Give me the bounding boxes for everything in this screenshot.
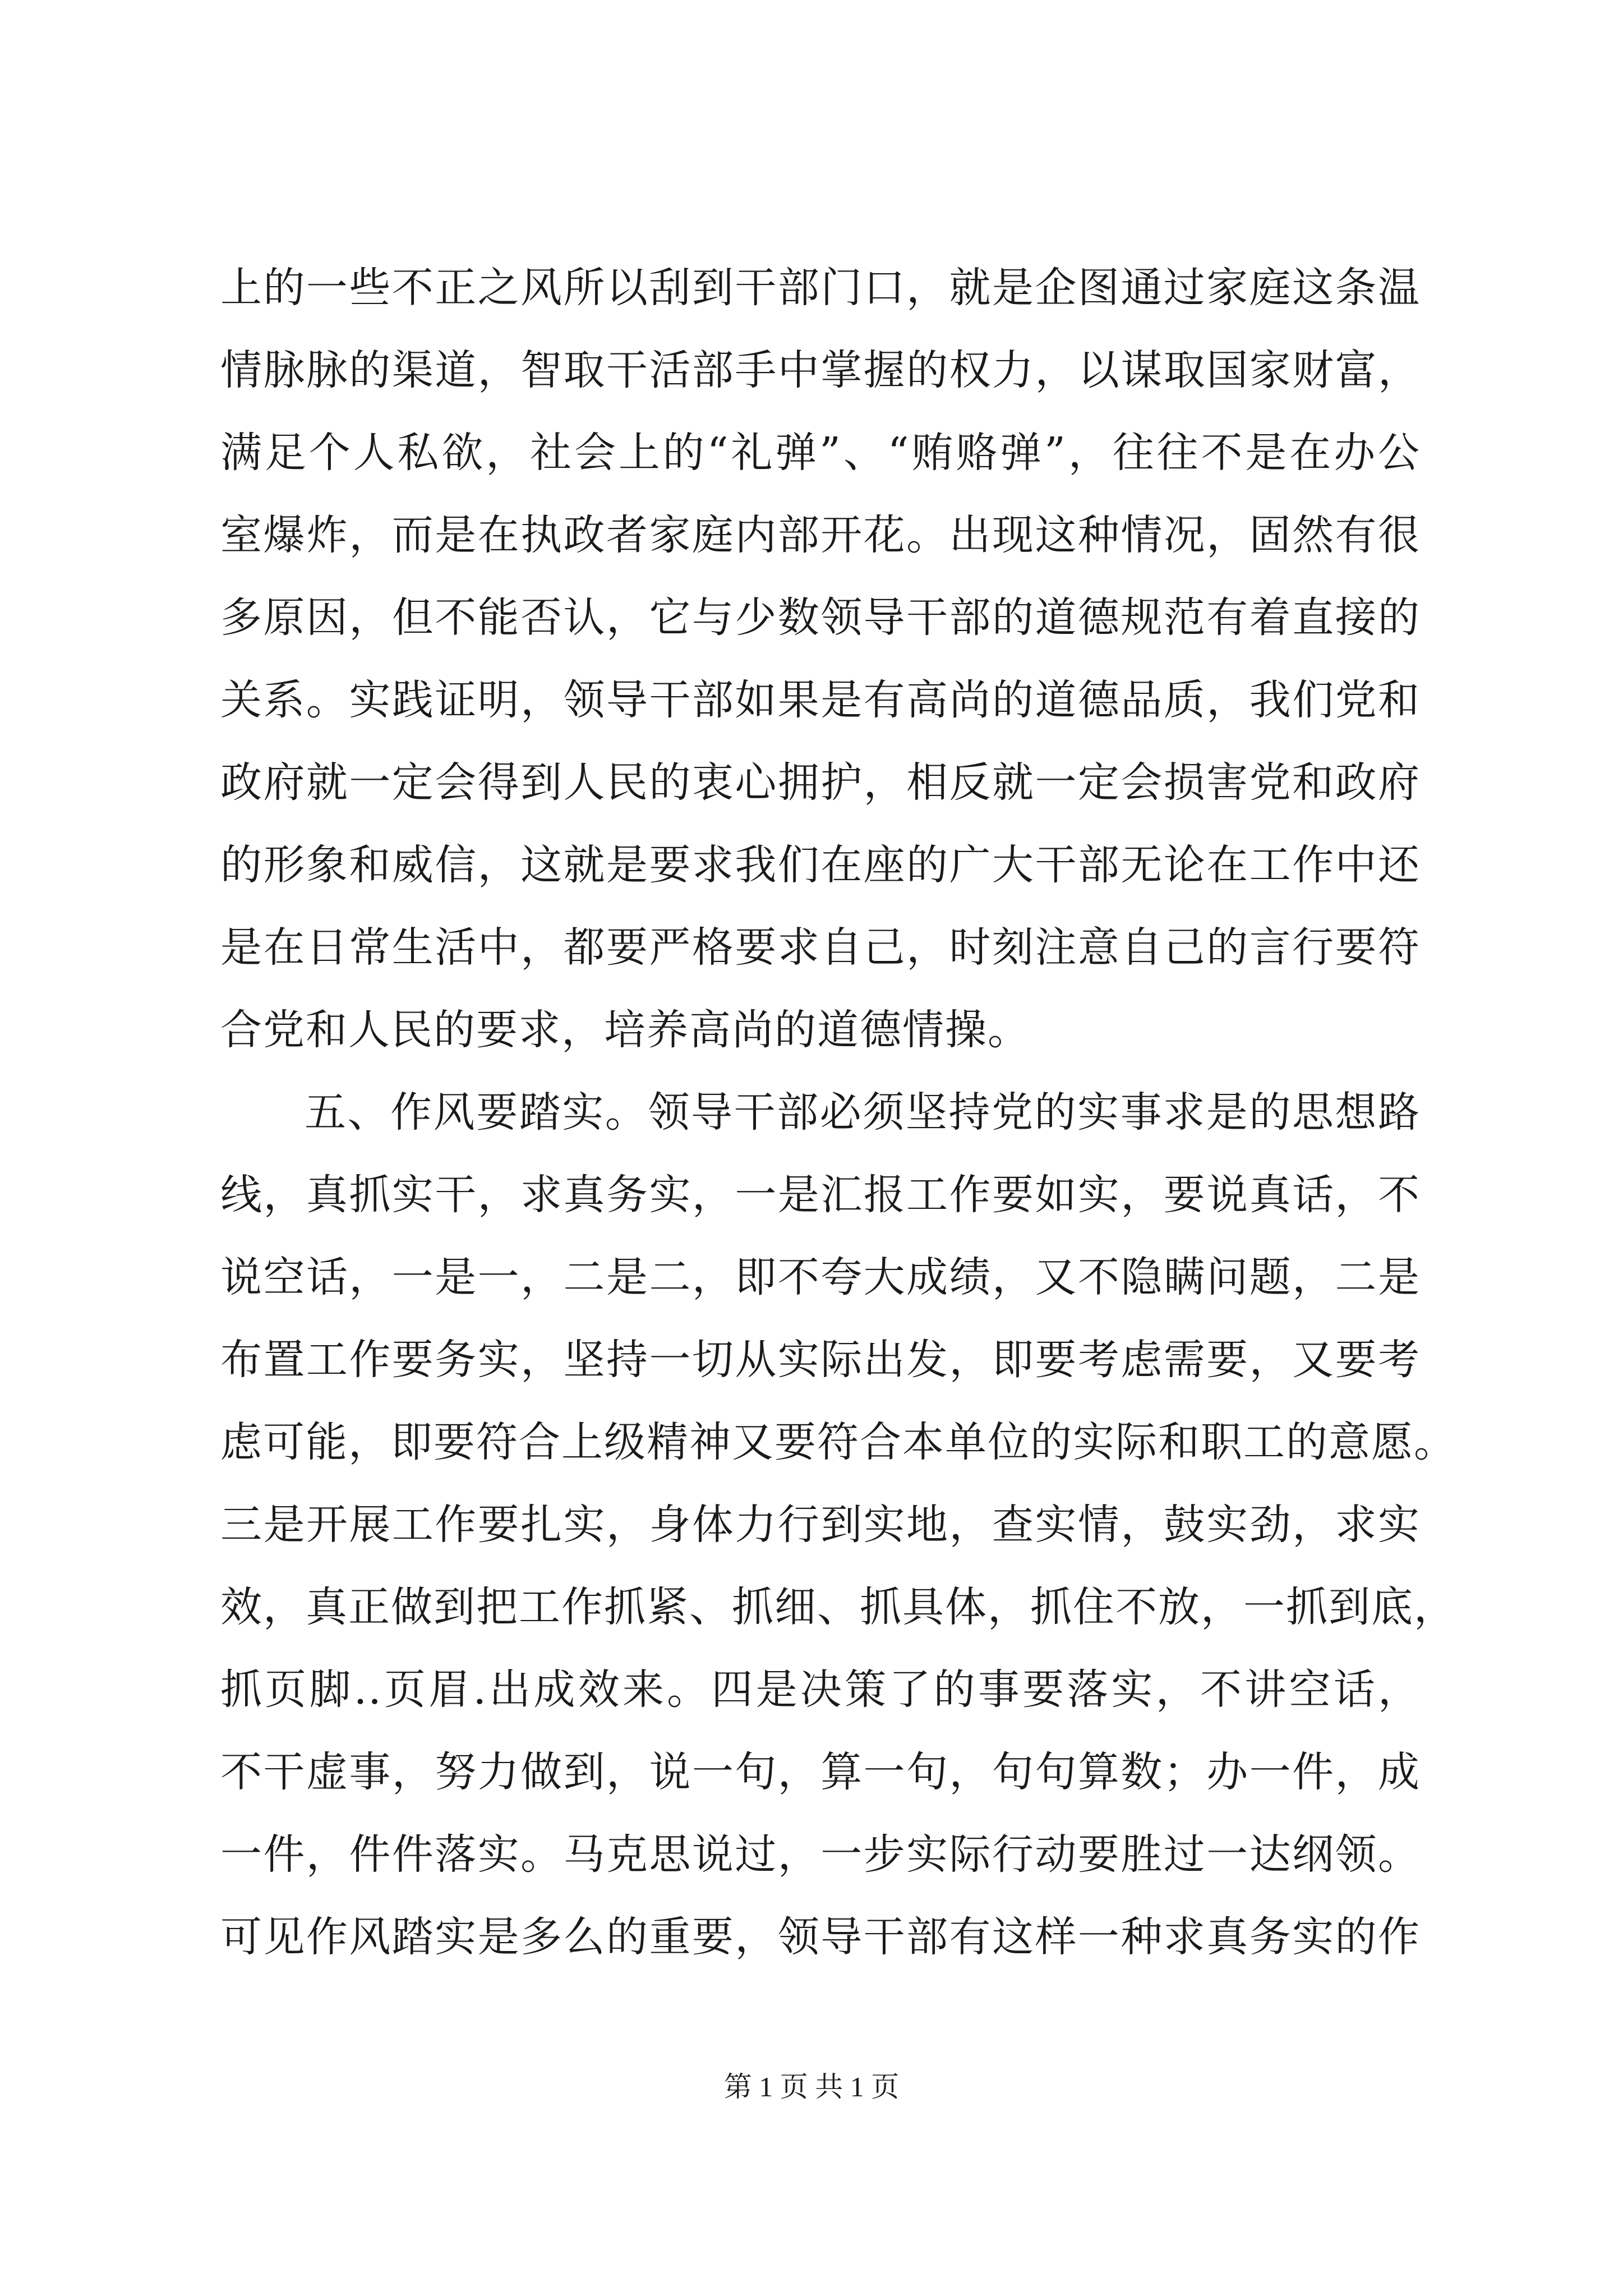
text-line: 一件，件件落实。马克思说过，一步实际行动要胜过一达纲领。 — [220, 1830, 1421, 1879]
text-line: 关系。实践证明，领导干部如果是有高尚的道德品质，我们党和 — [220, 676, 1421, 724]
text-line: 三是开展工作要扎实，身体力行到实地，查实情，鼓实劲，求实 — [220, 1501, 1421, 1549]
text-line: 五、作风要踏实。领导干部必须坚持党的实事求是的思想路 — [305, 1088, 1421, 1137]
text-line: 室爆炸，而是在执政者家庭内部开花。出现这种情况，固然有很 — [220, 511, 1421, 559]
page-number-label: 第 1 页 共 1 页 — [723, 2071, 900, 2102]
text-line: 线，真抓实干，求真务实，一是汇报工作要如实，要说真话，不 — [220, 1171, 1421, 1219]
text-line: 说空话，一是一，二是二，即不夸大成绩，又不隐瞒问题，二是 — [220, 1253, 1421, 1301]
text-line: 可见作风踏实是多么的重要，领导干部有这样一种求真务实的作 — [220, 1913, 1421, 1961]
page-footer — [0, 2064, 1623, 2105]
text-line: 不干虚事，努力做到，说一句，算一句，句句算数；办一件，成 — [220, 1748, 1421, 1796]
text-line: 效，真正做到把工作抓紧、抓细、抓具体，抓住不放，一抓到底， — [220, 1583, 1456, 1631]
text-line: 满足个人私欲，社会上的“礼弹”、“贿赂弹”，往往不是在办公 — [220, 429, 1421, 477]
text-line: 合党和人民的要求，培养高尚的道德情操。 — [220, 1006, 1030, 1054]
paragraph-1 — [220, 247, 1421, 1071]
text-line: 情脉脉的渠道，智取干活部手中掌握的权力，以谋取国家财富， — [220, 346, 1421, 394]
text-line: 抓页脚..页眉.出成效来。四是决策了的事要落实，不讲空话， — [220, 1665, 1421, 1714]
text-line: 上的一些不正之风所以刮到干部门口，就是企图通过家庭这条温 — [220, 264, 1421, 312]
text-line: 是在日常生活中，都要严格要求自己，时刻注意自己的言行要符 — [220, 923, 1421, 972]
document-body — [220, 247, 1456, 1978]
text-line: 的形象和威信，这就是要求我们在座的广大干部无论在工作中还 — [220, 841, 1421, 889]
text-line: 布置工作要务实，坚持一切从实际出发，即要考虑需要，又要考 — [220, 1336, 1421, 1384]
paragraph-2 — [220, 1071, 1456, 1978]
text-line: 政府就一定会得到人民的衷心拥护，相反就一定会损害党和政府 — [220, 758, 1421, 807]
text-line: 虑可能，即要符合上级精神又要符合本单位的实际和职工的意愿。 — [220, 1418, 1456, 1466]
text-line: 多原因，但不能否认，它与少数领导干部的道德规范有着直接的 — [220, 593, 1421, 642]
